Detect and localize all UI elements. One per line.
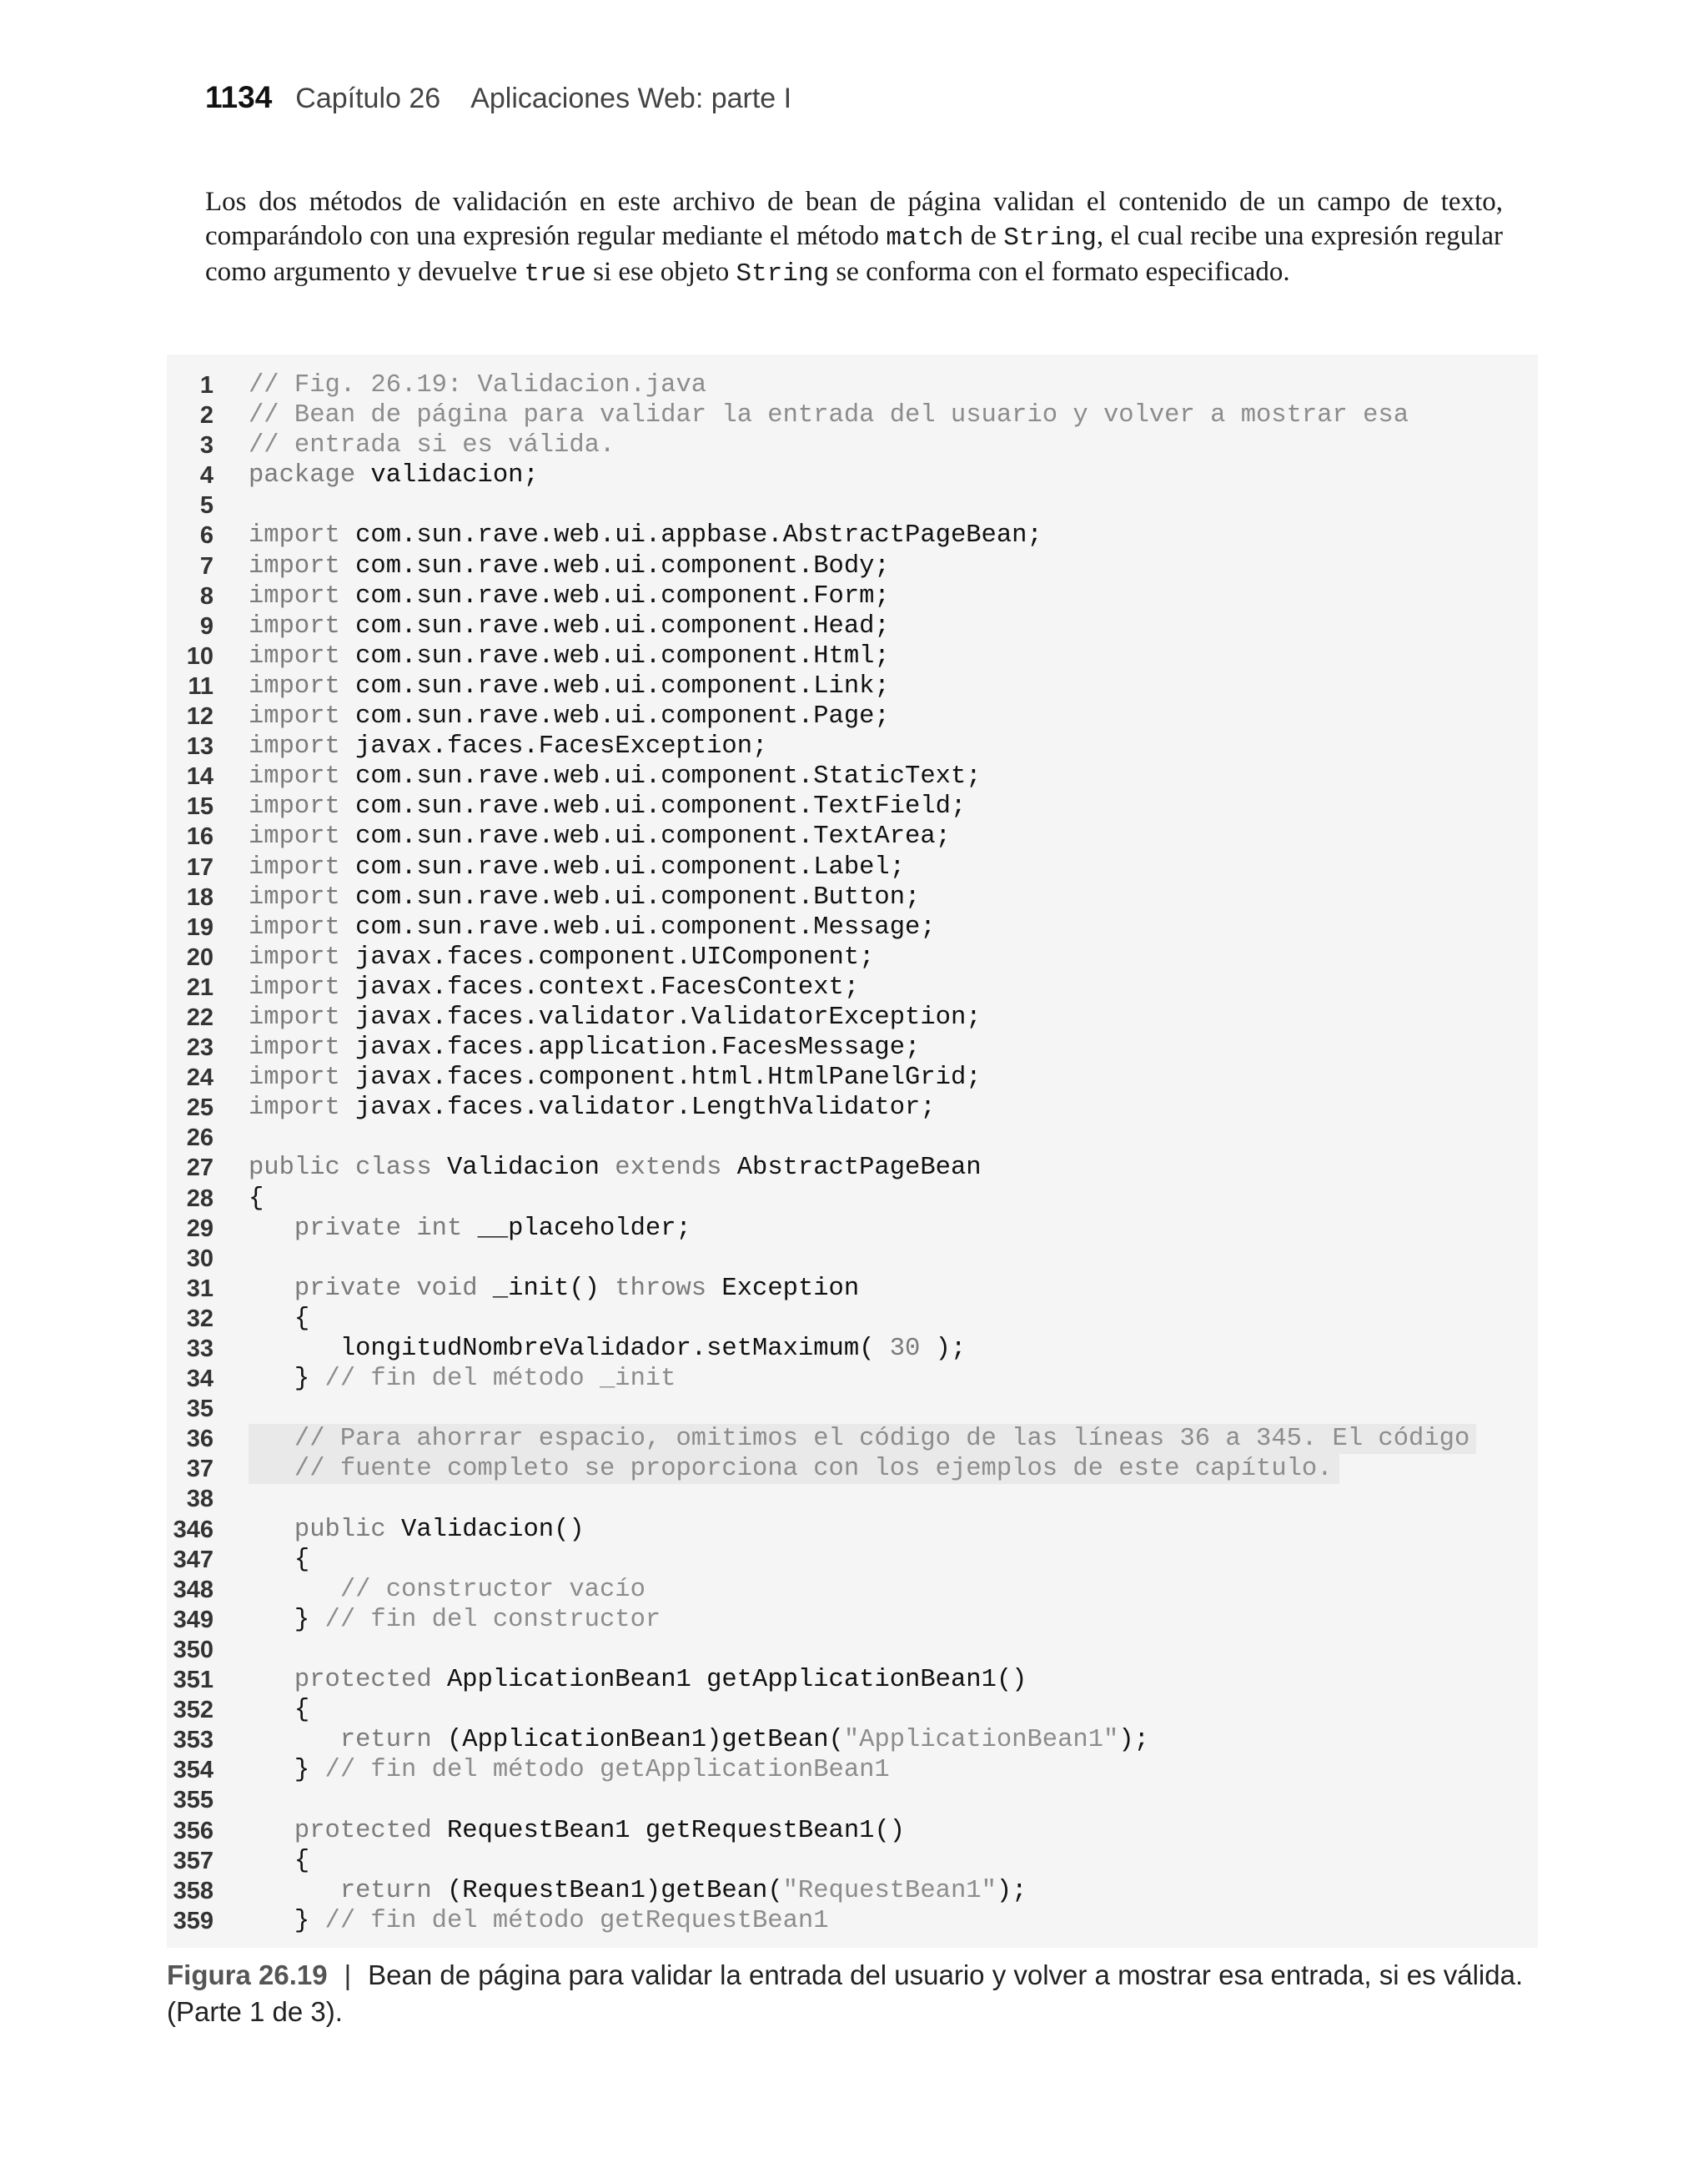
code-text (249, 732, 767, 762)
code-comment: // Bean de página para validar la entrada del usuario y volver a mostrar esa (249, 401, 1409, 430)
code-token: { (249, 1184, 264, 1213)
code-token: { (249, 1696, 310, 1725)
line-number: 9 (199, 612, 214, 640)
code-token (249, 1455, 294, 1483)
code-line (167, 1153, 1538, 1183)
code-token: com.sun.rave.web.ui.component.Head; (339, 611, 890, 641)
code-line (167, 792, 1538, 822)
code-text (249, 913, 936, 943)
code-listing (167, 355, 1538, 1948)
line-number: 36 (186, 1426, 214, 1453)
code-token (249, 1425, 294, 1453)
code-keyword: private void (294, 1274, 478, 1303)
code-token: com.sun.rave.web.ui.component.Page; (339, 702, 890, 732)
inline-code-true: true (524, 259, 586, 289)
code-keyword: extends (615, 1154, 722, 1183)
code-text (249, 1695, 309, 1725)
code-text (249, 973, 859, 1003)
code-token: com.sun.rave.web.ui.component.TextField; (339, 792, 967, 822)
code-keyword: import (249, 762, 340, 792)
line-number: 356 (173, 1817, 214, 1844)
line-number: 38 (186, 1486, 214, 1513)
code-text (249, 672, 890, 702)
code-keyword: package (249, 461, 356, 490)
code-keyword: import (249, 641, 340, 671)
code-line (167, 1876, 1538, 1906)
line-number: 12 (186, 703, 214, 731)
code-keyword: protected (294, 1816, 432, 1845)
line-number: 22 (186, 1003, 214, 1031)
code-text (249, 370, 706, 400)
code-token: } (249, 1365, 325, 1394)
line-number: 37 (186, 1456, 214, 1483)
code-comment: // fuente completo se proporciona con los ejemplos de este capítulo. (294, 1455, 1333, 1484)
line-number: 13 (186, 733, 214, 761)
line-number: 355 (173, 1787, 214, 1814)
code-token: Validacion (431, 1154, 615, 1183)
line-number: 15 (186, 793, 214, 821)
code-line (167, 973, 1538, 1003)
code-keyword: import (249, 1034, 340, 1063)
code-text (249, 400, 1409, 430)
code-line (167, 1304, 1538, 1334)
code-token: com.sun.rave.web.ui.component.Button; (339, 883, 921, 912)
code-keyword: import (249, 792, 340, 822)
code-line (167, 1274, 1538, 1304)
code-token: ); (920, 1335, 967, 1363)
code-line (167, 581, 1538, 611)
code-text (249, 1906, 829, 1936)
code-line (167, 1515, 1538, 1545)
code-token: com.sun.rave.web.ui.component.TextArea; (339, 822, 951, 852)
code-text (249, 792, 966, 822)
code-text (249, 1093, 936, 1123)
code-line (167, 1545, 1538, 1575)
code-token: com.sun.rave.web.ui.component.Link; (339, 672, 890, 701)
code-token: (RequestBean1)getBean( (431, 1876, 783, 1905)
line-number: 34 (186, 1366, 214, 1393)
code-token (249, 1576, 340, 1604)
code-keyword: import (249, 702, 340, 732)
line-number: 5 (199, 492, 214, 520)
line-number: 10 (186, 642, 214, 670)
intro-text-1: Los dos métodos de validación en este archivo de bean de página validan el contenido de un campo de texto, comparándolo con una expresión regular mediante el método (205, 187, 1503, 251)
code-text (249, 430, 615, 460)
code-text (249, 822, 951, 852)
code-token: com.sun.rave.web.ui.component.Form; (339, 581, 890, 611)
code-text (249, 1214, 691, 1244)
code-keyword: import (249, 1064, 340, 1093)
code-token (249, 1215, 294, 1243)
code-line (167, 400, 1538, 430)
code-keyword: import (249, 672, 340, 701)
inline-code-string: String (1003, 224, 1097, 253)
code-token: ); (1118, 1726, 1149, 1755)
code-keyword: 30 (889, 1335, 921, 1363)
code-token: Validacion() (385, 1515, 585, 1544)
code-comment: // entrada si es válida. (249, 431, 615, 460)
code-line (167, 370, 1538, 400)
code-string: "ApplicationBean1" (843, 1726, 1119, 1755)
figure-label: Figura 26.19 (167, 1959, 328, 1990)
code-line (167, 1184, 1538, 1214)
code-text (249, 1816, 905, 1846)
code-token (249, 1516, 294, 1544)
line-number: 28 (186, 1185, 214, 1212)
code-keyword: import (249, 913, 340, 942)
code-text (249, 1063, 982, 1093)
code-text (249, 1003, 982, 1033)
code-line (167, 672, 1538, 702)
code-token: ApplicationBean1 getApplicationBean1() (431, 1666, 1027, 1695)
code-text-omitted-note (249, 1454, 1339, 1484)
code-token: javax.faces.validator.ValidatorException; (339, 1003, 982, 1032)
code-line (167, 490, 1538, 521)
code-token: { (249, 1304, 310, 1333)
code-text (249, 1033, 920, 1063)
inline-code-match: match (886, 224, 964, 253)
code-token: longitudNombreValidador.setMaximum( (249, 1335, 890, 1363)
code-text (249, 702, 890, 732)
code-token: com.sun.rave.web.ui.appbase.AbstractPageBean; (339, 521, 1042, 551)
code-line (167, 1605, 1538, 1635)
intro-text-2: de (963, 221, 1004, 251)
code-keyword: import (249, 521, 340, 551)
code-keyword: import (249, 973, 340, 1002)
code-text (249, 1334, 966, 1364)
line-number: 357 (173, 1847, 214, 1874)
intro-paragraph (205, 185, 1503, 291)
line-number: 31 (186, 1275, 214, 1302)
line-number: 33 (186, 1335, 214, 1362)
line-number: 347 (173, 1546, 214, 1573)
code-text (249, 1153, 982, 1183)
code-line (167, 1484, 1538, 1514)
code-comment: // Para ahorrar espacio, omitimos el código de las líneas 36 a 345. El código (294, 1425, 1470, 1454)
code-line (167, 1755, 1538, 1785)
line-number: 24 (186, 1064, 214, 1092)
code-line (167, 822, 1538, 852)
code-line (167, 1695, 1538, 1725)
chapter-label: Capítulo 26 (295, 83, 441, 114)
code-keyword: import (249, 943, 340, 972)
code-string: "RequestBean1" (782, 1876, 997, 1905)
intro-text-4: si ese objeto (585, 257, 736, 287)
code-line (167, 913, 1538, 943)
line-number: 7 (199, 552, 214, 580)
code-token (249, 1726, 340, 1754)
code-token: javax.faces.component.UIComponent; (339, 943, 875, 972)
code-keyword: import (249, 732, 340, 762)
code-line (167, 551, 1538, 581)
code-token: javax.faces.FacesException; (339, 732, 768, 762)
code-text (249, 1545, 309, 1575)
code-comment: // Fig. 26.19: Validacion.java (249, 371, 707, 400)
code-line (167, 1575, 1538, 1605)
code-keyword: private int (294, 1214, 463, 1243)
line-number: 26 (186, 1124, 214, 1152)
code-line (167, 1093, 1538, 1123)
line-number: 25 (186, 1094, 214, 1122)
line-number: 16 (186, 823, 214, 851)
code-text (249, 581, 890, 611)
code-text (249, 762, 982, 792)
code-keyword: import (249, 822, 340, 852)
line-number: 1 (199, 372, 214, 399)
line-number: 8 (199, 582, 214, 610)
line-number: 2 (199, 402, 214, 430)
caption-text: Bean de página para validar la entrada del usuario y volver a mostrar esa entrada, si es válida. (Parte 1 de 3). (167, 1959, 1524, 2027)
code-text (249, 1274, 859, 1304)
code-comment: // fin del método getRequestBean1 (324, 1906, 829, 1935)
line-number: 350 (173, 1636, 214, 1663)
code-text (249, 1184, 264, 1214)
code-line (167, 762, 1538, 792)
page-number: 1134 (205, 80, 273, 114)
code-text (249, 1304, 309, 1334)
code-token: javax.faces.application.FacesMessage; (339, 1034, 921, 1063)
line-number: 32 (186, 1305, 214, 1332)
code-text-omitted-note (249, 1424, 1476, 1454)
code-token (249, 1666, 294, 1694)
code-line (167, 702, 1538, 732)
line-number: 29 (186, 1215, 214, 1242)
line-number: 346 (173, 1516, 214, 1543)
line-number: 6 (199, 522, 214, 550)
code-text (249, 1515, 585, 1545)
code-text (249, 641, 890, 672)
code-comment: // fin del constructor (324, 1605, 661, 1634)
code-line (167, 641, 1538, 672)
code-line (167, 1063, 1538, 1093)
inline-code-string-2: String (736, 259, 830, 289)
code-line (167, 1816, 1538, 1846)
code-token: validacion; (355, 461, 539, 490)
line-number: 348 (173, 1576, 214, 1603)
code-token: com.sun.rave.web.ui.component.StaticText; (339, 762, 982, 792)
line-number: 30 (186, 1245, 214, 1272)
code-keyword: import (249, 581, 340, 611)
code-keyword: import (249, 551, 340, 581)
chapter-title: Aplicaciones Web: parte I (470, 83, 792, 114)
code-keyword: protected (294, 1666, 432, 1695)
code-line (167, 430, 1538, 460)
line-number: 4 (199, 462, 214, 490)
code-text (249, 611, 890, 641)
code-line (167, 1785, 1538, 1815)
code-token: ); (996, 1876, 1027, 1905)
code-line (167, 1033, 1538, 1063)
line-number: 14 (186, 763, 214, 791)
code-token: com.sun.rave.web.ui.component.Message; (339, 913, 936, 942)
code-token: AbstractPageBean (721, 1154, 982, 1183)
figure-caption (167, 1957, 1568, 2030)
code-text (249, 1755, 890, 1785)
code-text (249, 1725, 1149, 1755)
code-text (249, 853, 905, 883)
code-line (167, 1394, 1538, 1424)
code-keyword: public (294, 1515, 386, 1544)
code-keyword: import (249, 853, 340, 882)
code-token: } (249, 1605, 325, 1634)
code-line (167, 611, 1538, 641)
code-line (167, 732, 1538, 762)
code-text (249, 551, 890, 581)
code-line (167, 521, 1538, 551)
code-text (249, 1876, 1027, 1906)
code-text (249, 1575, 646, 1605)
code-keyword: import (249, 611, 340, 641)
code-keyword: throws (615, 1274, 707, 1303)
code-token: (ApplicationBean1)getBean( (431, 1726, 844, 1755)
line-number: 19 (186, 913, 214, 941)
intro-text-5: se conforma con el formato especificado. (829, 257, 1290, 287)
code-token: com.sun.rave.web.ui.component.Body; (339, 551, 890, 581)
code-line (167, 1725, 1538, 1755)
code-line (167, 1003, 1538, 1033)
code-line (167, 1364, 1538, 1394)
caption-separator: | (344, 1959, 352, 1990)
code-line (167, 1665, 1538, 1695)
code-line (167, 1846, 1538, 1876)
code-token: javax.faces.validator.LengthValidator; (339, 1094, 936, 1123)
code-text (249, 883, 920, 913)
line-number: 3 (199, 432, 214, 460)
code-text (249, 943, 874, 973)
line-number: 353 (173, 1727, 214, 1754)
code-line (167, 460, 1538, 490)
line-number: 27 (186, 1154, 214, 1182)
code-line (167, 883, 1538, 913)
code-comment: // fin del método _init (324, 1365, 676, 1394)
code-line (167, 1424, 1538, 1454)
code-token: { (249, 1545, 310, 1574)
code-token: _init() (477, 1274, 615, 1303)
code-token: } (249, 1756, 325, 1785)
code-token (249, 1817, 294, 1845)
code-text (249, 460, 539, 490)
code-line (167, 1635, 1538, 1665)
code-keyword: return (339, 1876, 432, 1905)
line-number: 35 (186, 1396, 214, 1423)
line-number: 354 (173, 1757, 214, 1784)
code-text (249, 1665, 1027, 1695)
code-token: { (249, 1846, 310, 1875)
line-number: 18 (186, 883, 214, 911)
code-line (167, 1454, 1538, 1484)
code-line (167, 1906, 1538, 1936)
code-line (167, 943, 1538, 973)
code-token (249, 1877, 340, 1905)
code-token: __placeholder; (462, 1214, 691, 1243)
line-number: 359 (173, 1907, 214, 1934)
code-token: } (249, 1906, 325, 1935)
code-text (249, 521, 1042, 551)
code-token: com.sun.rave.web.ui.component.Label; (339, 853, 906, 882)
line-number: 349 (173, 1606, 214, 1633)
code-keyword: public class (249, 1154, 432, 1183)
code-token: javax.faces.component.html.HtmlPanelGrid; (339, 1064, 982, 1093)
line-number: 358 (173, 1877, 214, 1904)
code-line (167, 1214, 1538, 1244)
code-lines (167, 370, 1538, 1936)
line-number: 351 (173, 1667, 214, 1694)
line-number: 20 (186, 943, 214, 971)
code-token (249, 1275, 294, 1303)
line-number: 21 (186, 973, 214, 1001)
code-text (249, 1846, 309, 1876)
code-token: com.sun.rave.web.ui.component.Html; (339, 641, 890, 671)
code-keyword: import (249, 1094, 340, 1123)
code-keyword: import (249, 883, 340, 912)
running-header (205, 80, 791, 115)
code-line (167, 1244, 1538, 1274)
line-number: 17 (186, 853, 214, 881)
code-line (167, 1334, 1538, 1364)
line-number: 11 (188, 672, 214, 700)
code-line (167, 853, 1538, 883)
line-number: 352 (173, 1697, 214, 1724)
code-token: Exception (706, 1274, 860, 1303)
line-number: 23 (186, 1034, 214, 1062)
intro-text-3: , el cual recibe una expresión regular como argumento y devuelve (205, 221, 1503, 287)
code-keyword: return (339, 1726, 432, 1755)
code-keyword: import (249, 1003, 340, 1032)
code-comment: // constructor vacío (339, 1575, 646, 1604)
code-line (167, 1123, 1538, 1153)
code-text (249, 1605, 661, 1635)
code-comment: // fin del método getApplicationBean1 (324, 1756, 890, 1785)
code-token: RequestBean1 getRequestBean1() (431, 1816, 906, 1845)
code-text (249, 1364, 676, 1394)
code-token: javax.faces.context.FacesContext; (339, 973, 860, 1002)
